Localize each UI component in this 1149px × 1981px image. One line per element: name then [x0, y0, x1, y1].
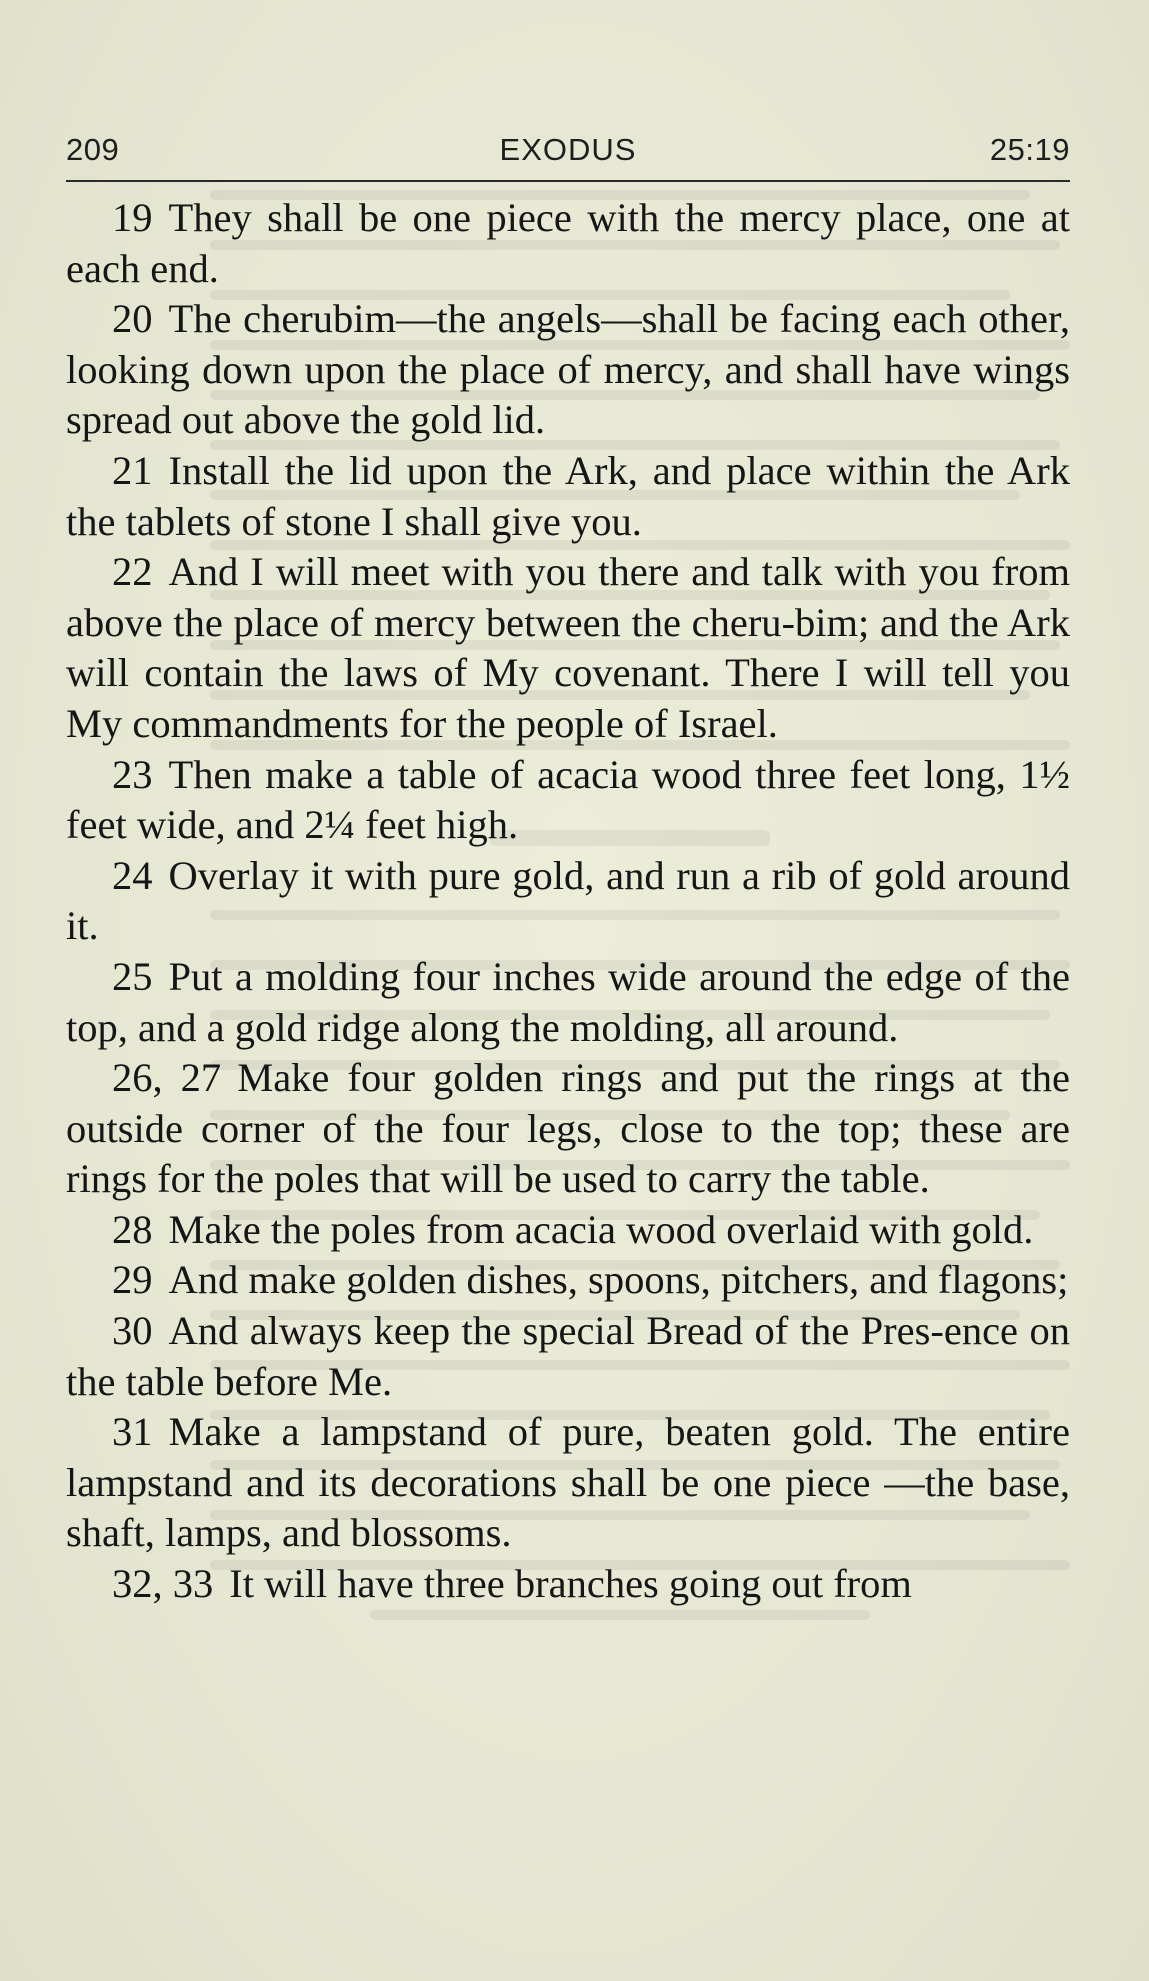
verse-text: Make the poles from acacia wood overlaid with gold. — [168, 1206, 1034, 1252]
verse — [66, 1205, 1070, 1256]
verse-text: The cherubim—the angels—shall be facing each other, looking down upon the place of mercy, and shall have wings spread out above the gold lid. — [66, 296, 1070, 443]
chapter-verse-reference: 25:19 — [989, 132, 1070, 167]
verse — [66, 851, 1070, 952]
verse-number: 29 — [112, 1257, 153, 1303]
verse-number: 25 — [112, 953, 153, 999]
verse-number: 26, 27 — [112, 1055, 222, 1101]
verse-text: And make golden dishes, spoons, pitchers, and flagons; — [168, 1257, 1069, 1303]
verse-number: 30 — [112, 1308, 153, 1354]
verse — [66, 294, 1070, 446]
verse-text: And I will meet with you there and talk with you from above the place of mercy between the cheru-bim; and the Ark will contain the laws of My covenant. There I will tell you My commandments for the people of Israel. — [66, 549, 1070, 746]
running-header — [66, 132, 1070, 182]
verse-number: 31 — [112, 1409, 153, 1455]
page-number: 209 — [66, 132, 120, 167]
verse — [66, 1306, 1070, 1407]
verse-text: And always keep the special Bread of the Pres-ence on the table before Me. — [66, 1308, 1070, 1404]
verse — [66, 1255, 1070, 1306]
verse-text: Make a lampstand of pure, beaten gold. The entire lampstand and its decorations shall be one piece —the base, shaft, lamps, and blossoms. — [66, 1409, 1070, 1556]
verse-number: 32, 33 — [112, 1561, 214, 1607]
verse — [66, 547, 1070, 749]
verse-number: 28 — [112, 1206, 153, 1252]
verse — [66, 952, 1070, 1053]
verse-number: 23 — [112, 751, 153, 797]
verse-text: Make four golden rings and put the rings at the outside corner of the four legs, close to the top; these are rings for the poles that will be used to carry the table. — [66, 1055, 1071, 1202]
verse — [66, 1407, 1070, 1559]
verse-number: 24 — [112, 852, 153, 898]
verse-text: Install the lid upon the Ark, and place within the Ark the tablets of stone I shall give you. — [66, 447, 1070, 544]
book-title: EXODUS — [499, 132, 637, 167]
verse-text: Overlay it with pure gold, and run a rib of gold around it. — [66, 852, 1070, 949]
verse-text: They shall be one piece with the mercy place, one at each end. — [66, 195, 1070, 291]
verse-number: 19 — [112, 195, 153, 240]
verse — [66, 1053, 1070, 1205]
verse-number: 21 — [112, 447, 153, 493]
body-text — [66, 193, 1070, 1610]
verse-text: It will have three branches going out from — [229, 1561, 912, 1607]
verse — [66, 1559, 1070, 1610]
verse-number: 22 — [112, 549, 153, 595]
verse — [66, 446, 1070, 547]
verse-text: Then make a table of acacia wood three feet long, 1½ feet wide, and 2¼ feet high. — [66, 751, 1070, 848]
verse — [66, 193, 1070, 294]
verse-number: 20 — [112, 296, 153, 342]
verse — [66, 750, 1070, 851]
verse-text: Put a molding four inches wide around the edge of the top, and a gold ridge along the molding, all around. — [66, 953, 1070, 1050]
